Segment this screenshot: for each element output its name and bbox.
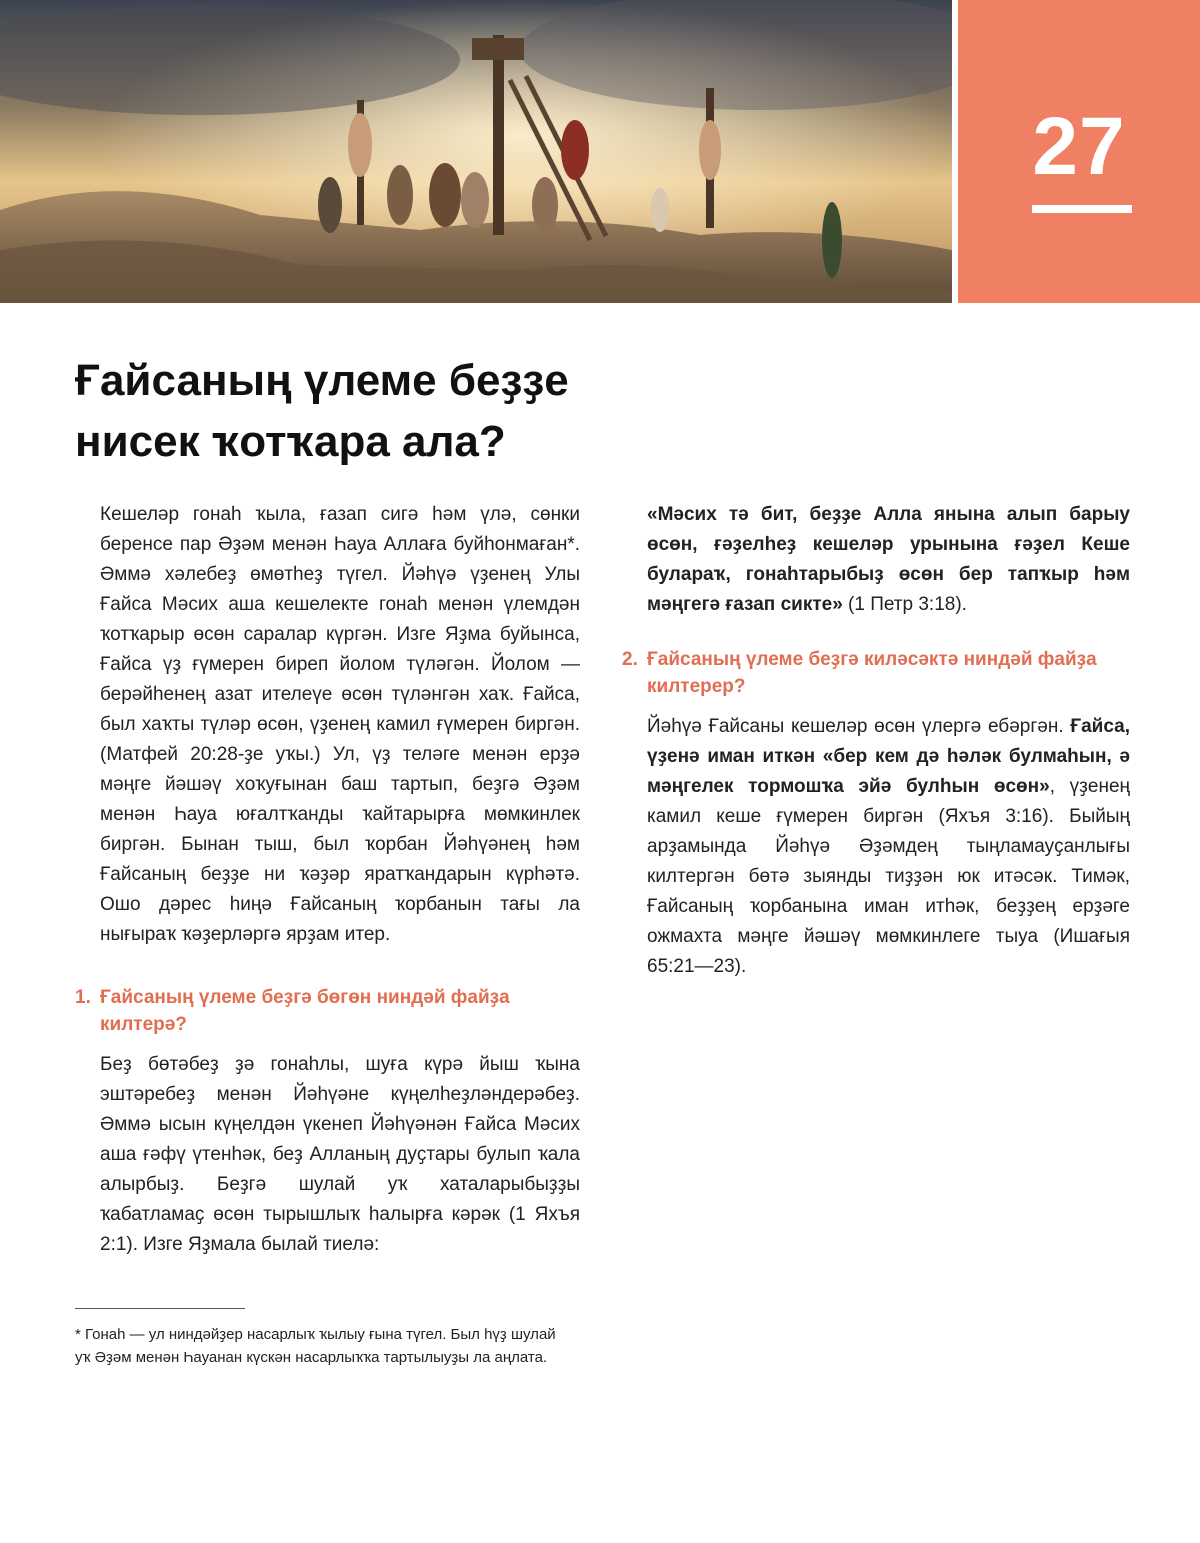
question-2-text: Ғайсаның үлеме беҙгә киләсәктә ниндәй файҙа килтерер? [647, 649, 1097, 697]
section-2-body [622, 712, 1130, 982]
question-1-heading [75, 984, 580, 1038]
page-title: Ғайсаның үлеме беҙҙе нисек ҡотҡара ала? [75, 356, 569, 466]
section-2-text-b: , үҙенең камил кеше ғүмерен биргән (Яхъя 3:16). Быйың арҙамында Йәһүә Әҙәмдең тыңламауҫанлығы килтергән бөтә зыянды тиҙҙән юк итәсәк. Тимәк, Ғайсаның ҡорбанына иман итһәк, беҙҙең ерҙәге ожмахта мәңге йәшәү мөмкинлеге тыуа (Ишағыя 65:21—23). [647, 776, 1130, 977]
right-column [622, 500, 1130, 982]
question-1-text: Ғайсаның үлеме беҙгә бөгөн ниндәй файҙа килтерә? [100, 987, 510, 1035]
chapter-underline [1032, 205, 1132, 213]
section-2-text-a: Йәһүә Ғайсаны кешеләр өсөн үлергә ебәргән. [647, 716, 1071, 737]
section-1-body: Беҙ бөтәбеҙ ҙә гонаһлы, шуға күрә йыш ҡына эштәребеҙ менән Йәһүәне күңелһеҙләндерәбеҙ. Әммә ысын күңелдән үкенеп Йәһүәнән Ғайса Мәсих аша ғәфү үтенһәк, беҙ Алланың дуҫтары булып ҡала алырбыҙ. Беҙгә шулай уҡ хаталарыбыҙҙы ҡабатламаҫ өсөн тырышлыҡ һалырға кәрәк (1 Яхъя 2:1). Изге Яҙмала былай тиелә: [100, 1054, 580, 1255]
footnote: * Гонаһ — ул ниндәйҙер насарлыҡ ҡылыу ғына түгел. Был һүҙ шулай уҡ Әҙәм менән Һауанан күскән насарлыҡҡа тартылыуҙы ла аңлата. [75, 1326, 556, 1366]
left-column [75, 500, 580, 1260]
hero-image [0, 0, 952, 303]
scripture-reference: (1 Петр 3:18). [842, 594, 967, 615]
question-2-number: 2. [622, 649, 638, 670]
chapter-number: 27 [1032, 101, 1126, 192]
intro-paragraph: Кешеләр гонаһ ҡыла, ғазап сигә һәм үлә, сөнки беренсе пар Әҙәм менән Һауа Аллаға буйһонмаған*. Әммә хәлебеҙ өмөтһеҙ түгел. Йәһүә үҙенең Улы Ғайса Мәсих аша кешелекте гонаһ менән үлемдән ҡотҡарыр өсөн саралар күргән. Изге Яҙма буйынса, Ғайса үҙ ғүмерен биреп йолом түләгән. Йолом — берәйһенең азат ителеүе өсөн түләнгән хаҡ. Ғайса, был хаҡты түләр өсөн, үҙенең камил ғүмерен биргән. (Матфей 20:28-ҙе уҡы.) Ул, үҙ теләге менән ерҙә мәңге йәшәү хоҡуғынан баш тартып, беҙгә Әҙәм менән Һауа юғалтҡанды ҡайтарырға мөмкинлек биргән. Бынан тыш, был ҡорбан Йәһүәнең һәм Ғайсаның беҙҙе ни ҡәҙәр яратҡандарын күрһәтә. Ошо дәрес һиңә Ғайсаның ҡорбанын тағы ла нығыраҡ ҡәҙерләргә ярҙам итер. [100, 504, 580, 945]
section-1-quote-paragraph [622, 500, 1130, 620]
footnote-divider [75, 1308, 245, 1309]
chapter-badge [958, 0, 1200, 303]
section-2-bold: Ғайса, үҙенә иман иткән «бер кем дә һәләк булмаһын, ә мәңгелек тормошҡа эйә булһын өсөн» [647, 716, 1130, 797]
question-1-number: 1. [75, 987, 91, 1008]
question-2-heading [622, 646, 1130, 700]
scripture-quote: «Мәсих тә бит, беҙҙе Алла янына алып барыу өсөн, ғәҙелһеҙ кешеләр урынына ғәҙел Кеше булараҡ, гонаһтарыбыҙ өсөн бер тапҡыр һәм мәңгегә ғазап сикте» [647, 504, 1130, 615]
